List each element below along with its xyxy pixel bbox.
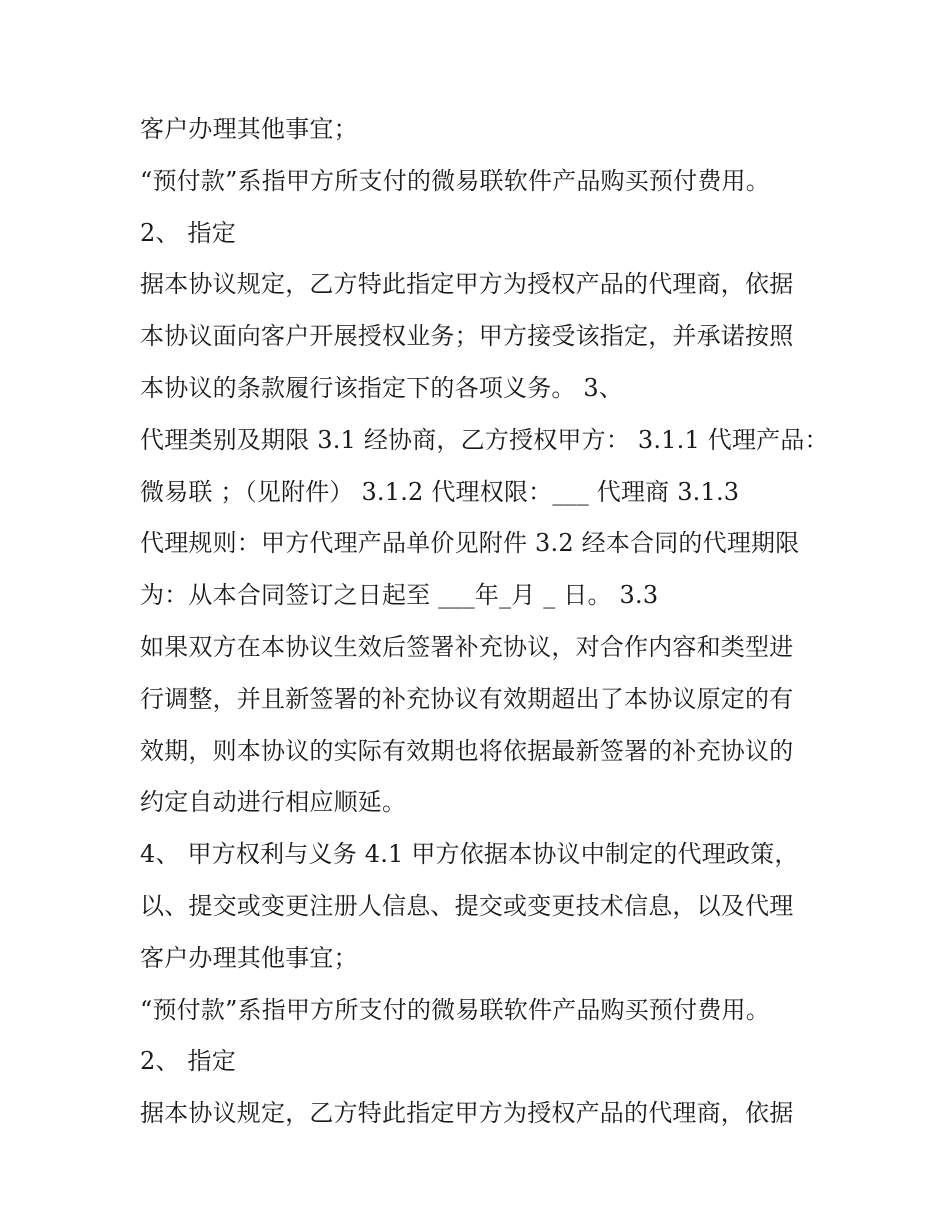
- text-line: 客户办理其他事宜；: [140, 115, 358, 143]
- text-line: 代理规则：甲方代理产品单价见附件 3.2 经本合同的代理期限: [140, 529, 800, 558]
- text-line: 约定自动进行相应顺延。: [140, 788, 407, 817]
- text-line: 4、 甲方权利与义务 4.1 甲方依据本协议中制定的代理政策，: [140, 840, 799, 869]
- document-body: [140, 104, 830, 1140]
- text-line: 据本协议规定，乙方特此指定甲方为授权产品的代理商，依据: [140, 270, 794, 299]
- text-line: “预付款”系指甲方所支付的微易联软件产品购买预付费用。: [140, 166, 770, 195]
- text-line: 据本协议规定，乙方特此指定甲方为授权产品的代理商，依据: [140, 1099, 794, 1128]
- text-line: 效期，则本协议的实际有效期也将依据最新签署的补充协议的: [140, 736, 794, 765]
- text-line: 为：从本合同签订之日起至 ___年_月 _ 日。 3.3: [140, 581, 659, 610]
- text-line: 行调整，并且新签署的补充协议有效期超出了本协议原定的有: [140, 684, 794, 713]
- text-line: 微易联 ；（见附件） 3.1.2 代理权限：___ 代理商 3.1.3: [140, 477, 740, 506]
- text-line: 代理类别及期限 3.1 经协商，乙方授权甲方： 3.1.1 代理产品：: [140, 425, 829, 454]
- section-heading: 2、 指定: [140, 218, 236, 247]
- text-line: 本协议面向客户开展授权业务；甲方接受该指定，并承诺按照: [140, 322, 794, 351]
- text-line: 如果双方在本协议生效后签署补充协议，对合作内容和类型进: [140, 632, 794, 661]
- section-heading: 2、 指定: [140, 1047, 236, 1076]
- text-line: 以、提交或变更注册人信息、提交或变更技术信息，以及代理: [140, 891, 794, 920]
- text-line: 本协议的条款履行该指定下的各项义务。 3、: [140, 373, 624, 402]
- text-line: 客户办理其他事宜；: [140, 943, 358, 972]
- text-line: “预付款”系指甲方所支付的微易联软件产品购买预付费用。: [140, 995, 770, 1024]
